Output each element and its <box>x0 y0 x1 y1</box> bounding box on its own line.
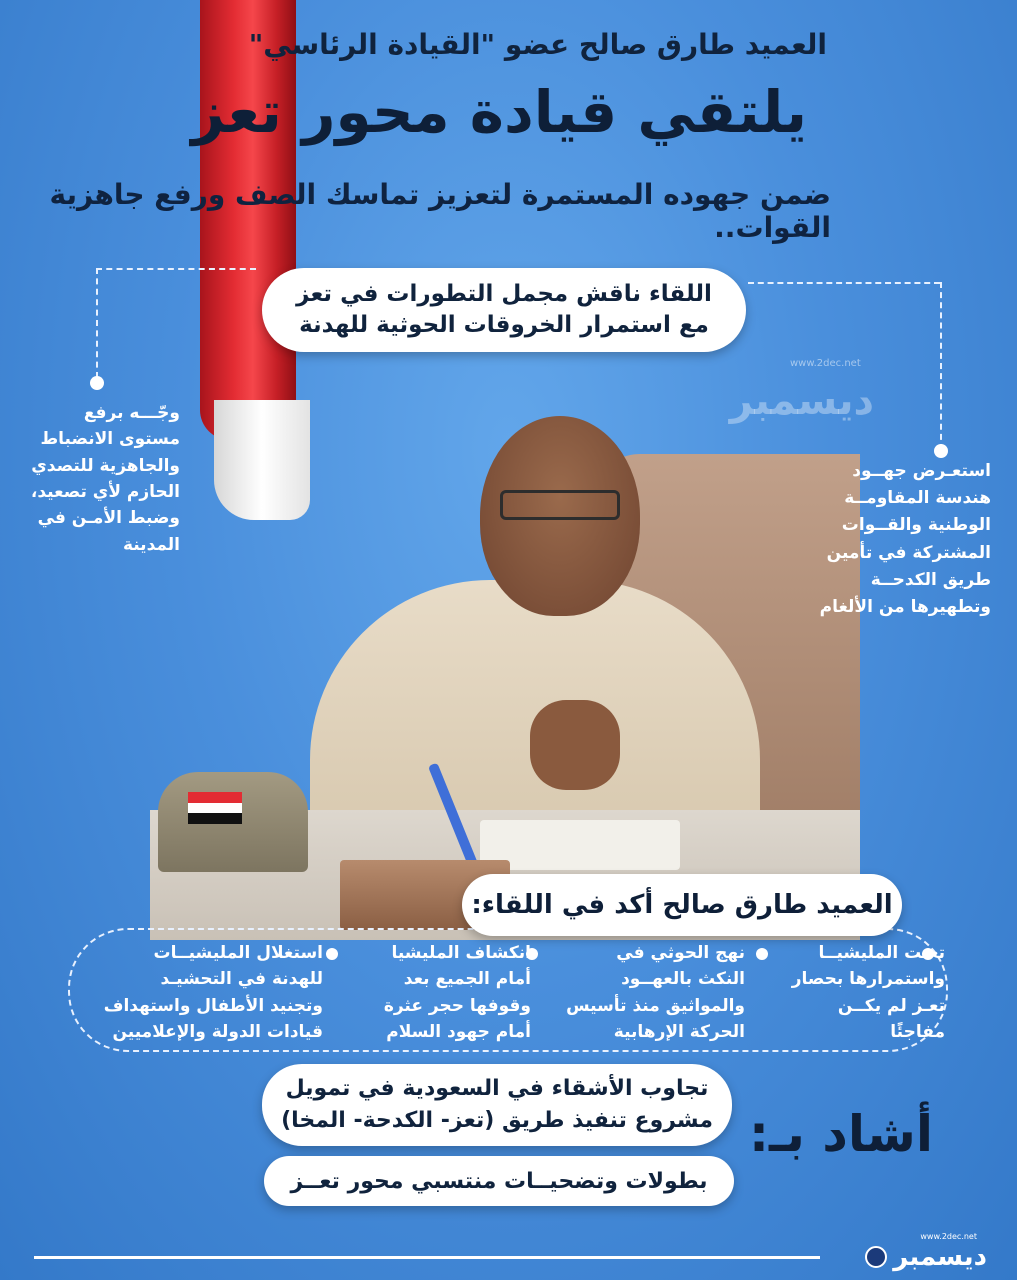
side-note-line: الحازم لأي تصعيد، <box>30 482 180 503</box>
bullet-dot <box>756 948 768 960</box>
notebook <box>480 820 680 870</box>
point-item <box>343 940 531 1045</box>
praise-line: تجاوب الأشقاء في السعودية في تمويل <box>285 1076 709 1102</box>
praise-line: مشروع تنفيذ طريق (تعز- الكدحة- المخا) <box>281 1108 713 1133</box>
praise-item-sacrifices: بطولات وتضحيــات منتسبي محور تعــز <box>264 1156 734 1206</box>
dashed-connector <box>96 268 98 378</box>
dashed-connector <box>96 268 256 270</box>
footer-logo-text: ديسمبر <box>893 1242 987 1272</box>
glasses-icon <box>500 490 620 520</box>
bullet-dot <box>90 376 104 390</box>
side-note-line: وتطهيرها من الألغام <box>819 596 991 617</box>
side-note-line: والجاهزية للتصدي <box>31 455 180 476</box>
side-note-line: المشتركة في تأمين <box>826 542 991 563</box>
side-note-line: مستوى الانضباط <box>40 429 180 450</box>
bullet-dot <box>326 948 338 960</box>
point-line: قيادات الدولة والإعلاميين <box>112 1022 323 1043</box>
headline-small: العميد طارق صالح عضو "القيادة الرئاسي" <box>248 28 827 61</box>
side-note-line: وضبط الأمـن في <box>37 508 180 529</box>
point-line: النكث بالعهــود <box>621 969 745 990</box>
point-line: للهدنة في التحشيـد <box>160 969 323 990</box>
confirmation-label: العميد طارق صالح أكد في اللقاء: <box>462 874 902 936</box>
point-line: نهج الحوثي في <box>616 943 745 963</box>
footer-divider <box>34 1256 820 1259</box>
watermark-logo: ديسمبر <box>729 378 874 424</box>
praise-item-saudi-funding <box>262 1064 732 1146</box>
footer-logo <box>865 1240 987 1274</box>
dashed-connector <box>940 282 942 450</box>
side-note-line: طريق الكدحــة <box>870 569 991 590</box>
point-line: أمام الجميع بعد <box>403 969 531 990</box>
praise-label: أشاد بـ: <box>748 1105 933 1163</box>
official-photo <box>150 400 860 940</box>
point-line: وقوفها حجر عثرة <box>383 995 531 1016</box>
footer-url: www.2dec.net <box>920 1232 977 1241</box>
military-cap <box>158 772 308 872</box>
point-line: أمام جهود السلام <box>386 1022 531 1043</box>
side-note-line: المدينة <box>122 534 180 555</box>
point-line: تعـز لم يكــن <box>837 995 945 1016</box>
logo-emblem-icon <box>865 1246 887 1268</box>
point-line: مفاجئًا <box>890 1022 945 1043</box>
watermark-url: www.2dec.net <box>790 358 861 369</box>
point-line: انكشاف المليشيا <box>391 943 531 963</box>
discussion-highlight-box <box>262 268 746 352</box>
point-line: وتجنيد الأطفال واستهداف <box>103 995 323 1016</box>
highlight-line: مع استمرار الخروقات الحوثية للهدنة <box>299 312 709 338</box>
point-line: تعنت المليشيــا <box>818 943 945 963</box>
side-note-right <box>801 458 991 621</box>
headline-big: يلتقي قيادة محور تعز <box>191 78 807 146</box>
person-hand <box>530 700 620 790</box>
point-line: استغلال المليشيــات <box>153 943 323 963</box>
point-item <box>89 940 323 1045</box>
side-note-line: استعـرض جهــود <box>852 461 991 481</box>
point-item <box>545 940 745 1045</box>
side-note-line: وجّـــه برفع <box>83 403 180 423</box>
point-item <box>757 940 945 1045</box>
point-line: الحركة الإرهابية <box>613 1022 745 1043</box>
side-note-line: هندسة المقاومــة <box>844 488 991 509</box>
point-line: والمواثيق منذ تأسيس <box>566 995 745 1016</box>
bullet-dot <box>934 444 948 458</box>
headline-subtitle: ضمن جهوده المستمرة لتعزيز تماسك الصف ورفع جاهزية القوات.. <box>49 178 831 244</box>
point-line: واستمرارها بحصار <box>791 969 945 990</box>
dashed-connector <box>748 282 940 284</box>
highlight-line: اللقاء ناقش مجمل التطورات في تعز <box>296 280 712 307</box>
side-note-line: الوطنية والقــوات <box>841 515 991 536</box>
side-note-left <box>16 400 180 558</box>
cap-flag-patch-icon <box>188 792 242 824</box>
